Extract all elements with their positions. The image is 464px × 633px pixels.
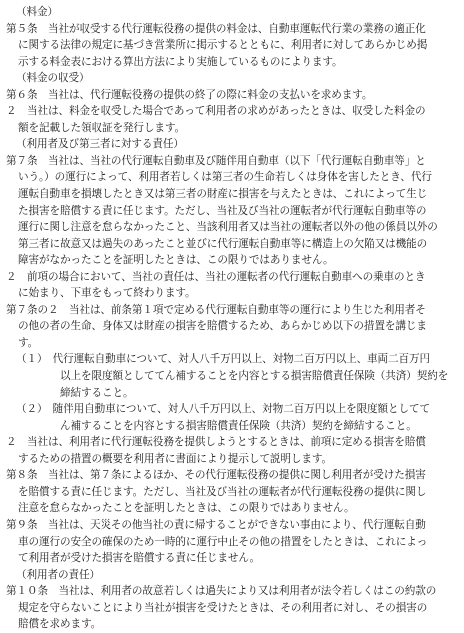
text-line: 第６条 当社は、代行運転役務の提供の終了の際に料金の支払いを求めます。: [6, 88, 373, 101]
text-line: （１） 代行運転自動車について、対人八千万円以上、対物二百万円以上、車両二百万円: [16, 353, 431, 366]
text-line: 第７条の２ 当社は、前条第１項で定める代行運転自動車等の運行により生じた利用者そ: [6, 303, 426, 316]
text-line: 運行に関し注意を怠らなかったこと、当該利用者又は当社の運転者以外の他の係員以外の: [18, 221, 438, 234]
text-line: た損害を賠償する責に任じます。ただし、当社及び当社の運転者が代行運転自動車等の: [18, 204, 427, 217]
text-line: （利用者の責任）: [16, 568, 100, 581]
text-line: 規定を守らないことにより当社が損害を受けたときは、その利用者に対し、その損害の: [18, 601, 428, 614]
text-line: 示する料金表における算出方法により実施しているものによります。: [18, 55, 343, 68]
text-line: するための措置の概要を利用者に書面により提示して説明します。: [18, 452, 332, 465]
text-line: ２ 前項の場合において、当社の責任は、当社の運転者の代行運転自動車への乗車のとき: [6, 270, 426, 283]
text-line: 第７条 当社は、当社の代行運転自動車及び随伴用自動車（以下「代行運転自動車等」と: [6, 154, 426, 167]
document-body: [0, 4, 464, 633]
text-line: 車の運行の安全の確保のため一時的に運行中止その他の措置をしたときは、これによっ: [18, 535, 428, 548]
text-line: の他の者の生命、身体又は財産の損害を賠償するため、あらかじめ以下の措置を講じま: [18, 320, 427, 333]
text-line: （料金の収受）: [16, 72, 90, 85]
text-line: （料金）: [16, 6, 58, 18]
text-line: 第８条 当社は、第７条によるほか、その代行運転役務の提供に関し利用者が受けた損害: [6, 469, 426, 482]
text-line: て利用者が受けた損害を賠償する責に任じません。: [18, 552, 260, 565]
text-line: 第１０条 当社は、利用者の故意若しくは過失により又は利用者が法令若しくはこの約款の: [6, 585, 437, 598]
text-line: に始まり、下車をもって終わります。: [18, 287, 196, 300]
text-line: ２ 当社は、利用者に代行運転役務を提供しようとするときは、前項に定める損害を賠償: [6, 436, 426, 449]
text-line: 賠償を求めます。: [18, 618, 102, 631]
text-line: 運転自動車を損壊したとき又は第三者の財産に損害を与えたときは、これによって生じ: [18, 188, 428, 201]
text-line: （利用者及び第三者に対する責任）: [16, 138, 184, 151]
text-line: す。: [18, 336, 39, 349]
text-line: （２） 随伴用自動車について、対人八千万円以上、対物二百万円以上を限度額としてて: [16, 403, 431, 416]
text-line: 第三者に故意又は過失のあったこと並びに代行運転自動車等に構造上の欠陥又は機能の: [18, 237, 428, 250]
text-line: ん補することを内容とする損害賠償責任保険（共済）契約を締結すること。: [60, 419, 417, 432]
text-line: に関する法律の規定に基づき営業所に掲示するとともに、利用者に対してあらかじめ掲: [18, 39, 428, 52]
text-line: を賠償する責に任じます。ただし、当社及び当社の運転者が代行運転役務の提供に関し: [18, 485, 427, 498]
text-line: ２ 当社は、料金を収受した場合であって利用者の求めがあったときは、収受した料金の: [6, 105, 426, 118]
text-line: 第９条 当社は、天災その他当社の責に帰することができない事由により、代行運転自動: [6, 518, 426, 531]
text-line: いう。）の運行によって、利用者若しくは第三者の生命若しくは身体を害したとき、代行: [18, 171, 432, 184]
text-line: 以上を限度額としててん補することを内容とする損害賠償責任保険（共済）契約を: [60, 370, 449, 383]
text-line: 第５条 当社が収受する代行運転役務の提供の料金は、自動車運転代行業の業務の適正化: [6, 22, 426, 35]
text-line: 額を記載した領収証を発行します。: [18, 121, 186, 134]
text-line: 障害がなかったことを証明したときは、この限りではありません。: [18, 254, 334, 267]
text-line: 注意を怠らなかったことを証明したときは、この限りではありません。: [18, 502, 355, 515]
text-line: 締結すること。: [60, 386, 134, 399]
